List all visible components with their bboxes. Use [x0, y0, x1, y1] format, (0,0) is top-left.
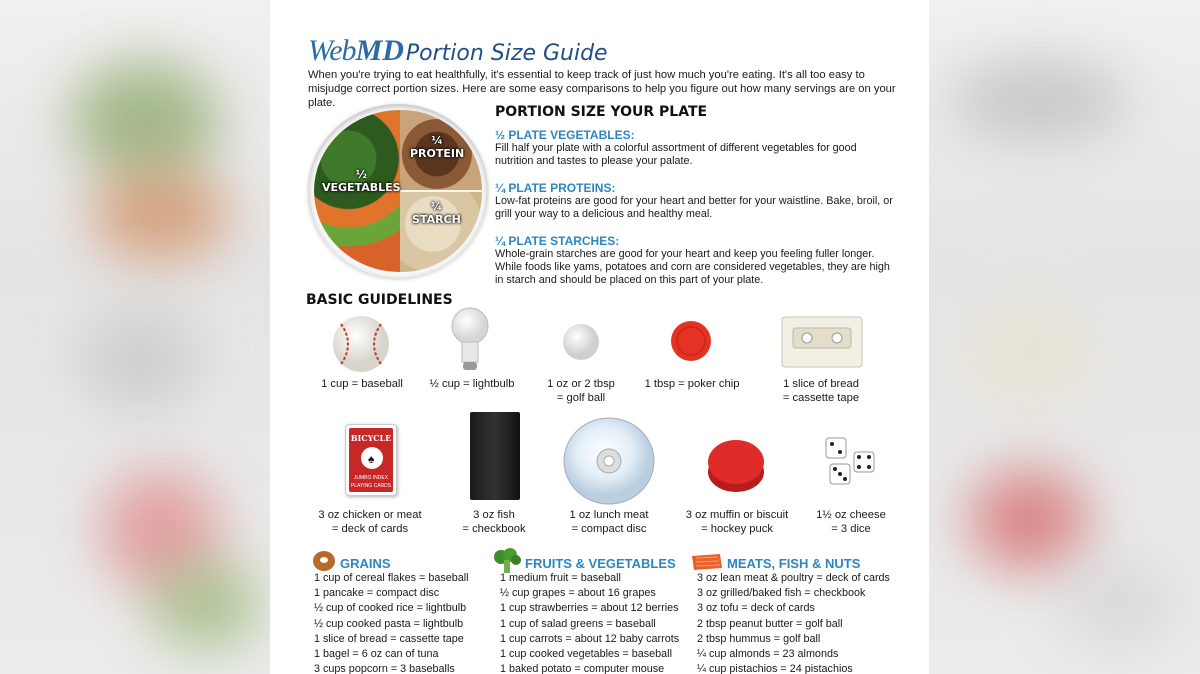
list-item: 1 cup cooked vegetables = baseball [500, 648, 672, 661]
dice-icon [824, 434, 880, 488]
meats-fish-nuts-heading: MEATS, FISH & NUTS [727, 556, 861, 571]
list-item: 2 tbsp hummus = golf ball [697, 632, 821, 645]
vegetables-heading: ½ PLATE VEGETABLES: [495, 128, 635, 142]
guideline-poker-chip: 1 tbsp = poker chip [644, 378, 740, 390]
list-item: 1 bagel = 6 oz can of tuna [314, 648, 439, 661]
blurred-backdrop-right [929, 0, 1200, 674]
starch-label: ¼ STARCH [412, 200, 461, 226]
portion-guide-page [270, 0, 929, 674]
logo-md: MD [355, 34, 404, 67]
list-item: 3 cups popcorn = 3 baseballs [314, 663, 455, 674]
list-item: ½ cup of cooked rice = lightbulb [314, 602, 467, 615]
guideline-deck-of-cards: 3 oz chicken or meat = deck of cards [318, 509, 422, 535]
proteins-heading: ¼ PLATE PROTEINS: [495, 181, 616, 195]
list-item: ½ cup grapes = about 16 grapes [500, 587, 656, 600]
list-item: 1 pancake = compact disc [314, 587, 440, 600]
meats-fish-nuts-list [697, 571, 890, 674]
golf-ball-icon [561, 322, 601, 362]
baseball-icon [331, 314, 391, 374]
guideline-lightbulb: ½ cup = lightbulb [429, 378, 515, 390]
list-item: ¼ cup pistachios = 24 pistachios [697, 663, 853, 674]
vegetables-label: ½ VEGETABLES [322, 168, 401, 194]
hockey-puck-icon [706, 436, 766, 496]
guideline-golf-ball: 1 oz or 2 tbsp = golf ball [547, 378, 615, 404]
vegetables-text: Fill half your plate with a colorful assortment of different vegetables for good nutrition and tastes to please your palate. [495, 142, 857, 167]
salmon-icon [690, 552, 724, 572]
starches-text: Whole-grain starches are good for your heart and keep you feeling fuller longer. While foods like yams, potatoes and corn are considered vegetables, they are high in starch and should be placed on this part of your plate. [495, 248, 890, 286]
list-item: 1 cup strawberries = about 12 berries [500, 602, 679, 615]
logo-web: Web [308, 34, 356, 67]
list-item: 1 cup of salad greens = baseball [500, 617, 656, 630]
list-item: 1 medium fruit = baseball [500, 572, 621, 584]
fruits-vegetables-heading: FRUITS & VEGETABLES [525, 556, 676, 571]
guideline-cassette-tape: 1 slice of bread = cassette tape [782, 378, 860, 404]
guideline-checkbook: 3 oz fish = checkbook [462, 509, 526, 535]
lightbulb-icon [450, 306, 490, 374]
webmd-logo [308, 34, 608, 68]
guideline-hockey-puck: 3 oz muffin or biscuit = hockey puck [685, 509, 789, 535]
plate-illustration [308, 104, 488, 278]
list-item: ½ cup cooked pasta = lightbulb [314, 617, 464, 630]
bagel-icon [312, 550, 336, 572]
list-item: ¼ cup almonds = 23 almonds [697, 648, 839, 661]
grains-list [314, 571, 469, 674]
guideline-baseball: 1 cup = baseball [321, 378, 403, 390]
intro-text: When you're trying to eat healthfully, it's essential to keep track of just how much you're eating. It's all too easy to misjudge correct portion sizes. Here are some easy comparisons to help you figure out how many servings are on your plate. [308, 69, 896, 109]
plate-section-title: PORTION SIZE YOUR PLATE [495, 104, 708, 120]
guideline-compact-disc: 1 oz lunch meat = compact disc [569, 509, 649, 535]
checkbook-icon [470, 412, 520, 500]
poker-chip-icon [670, 320, 712, 362]
proteins-text: Low-fat proteins are good for your heart and better for your waistline. Bake, broil, or grill your way to a delicious and healthy meal. [495, 195, 893, 220]
list-item: 1 baked potato = computer mouse [500, 663, 665, 674]
page-title: Portion Size Guide [405, 41, 608, 66]
playing-cards-icon: BICYCLE ♠ JUMBO INDEX PLAYING CARDS [345, 424, 397, 496]
compact-disc-icon [562, 416, 656, 506]
list-item: 3 oz grilled/baked fish = checkbook [697, 587, 866, 600]
list-item: 1 slice of bread = cassette tape [314, 632, 464, 645]
guideline-dice: 1½ oz cheese = 3 dice [816, 509, 886, 535]
starches-heading: ¼ PLATE STARCHES: [495, 234, 620, 248]
list-item: 3 oz tofu = deck of cards [697, 602, 815, 615]
list-item: 3 oz lean meat & poultry = deck of cards [697, 572, 890, 584]
blurred-backdrop-left [0, 0, 270, 674]
guidelines-title: BASIC GUIDELINES [306, 292, 453, 308]
fruits-vegetables-list [500, 571, 679, 674]
list-item: 2 tbsp peanut butter = golf ball [697, 617, 843, 630]
list-item: 1 cup carrots = about 12 baby carrots [500, 632, 680, 645]
protein-label: ¼ PROTEIN [410, 134, 465, 160]
grains-heading: GRAINS [340, 556, 391, 571]
cassette-tape-icon [781, 316, 863, 368]
list-item: 1 cup of cereal flakes = baseball [314, 572, 469, 584]
